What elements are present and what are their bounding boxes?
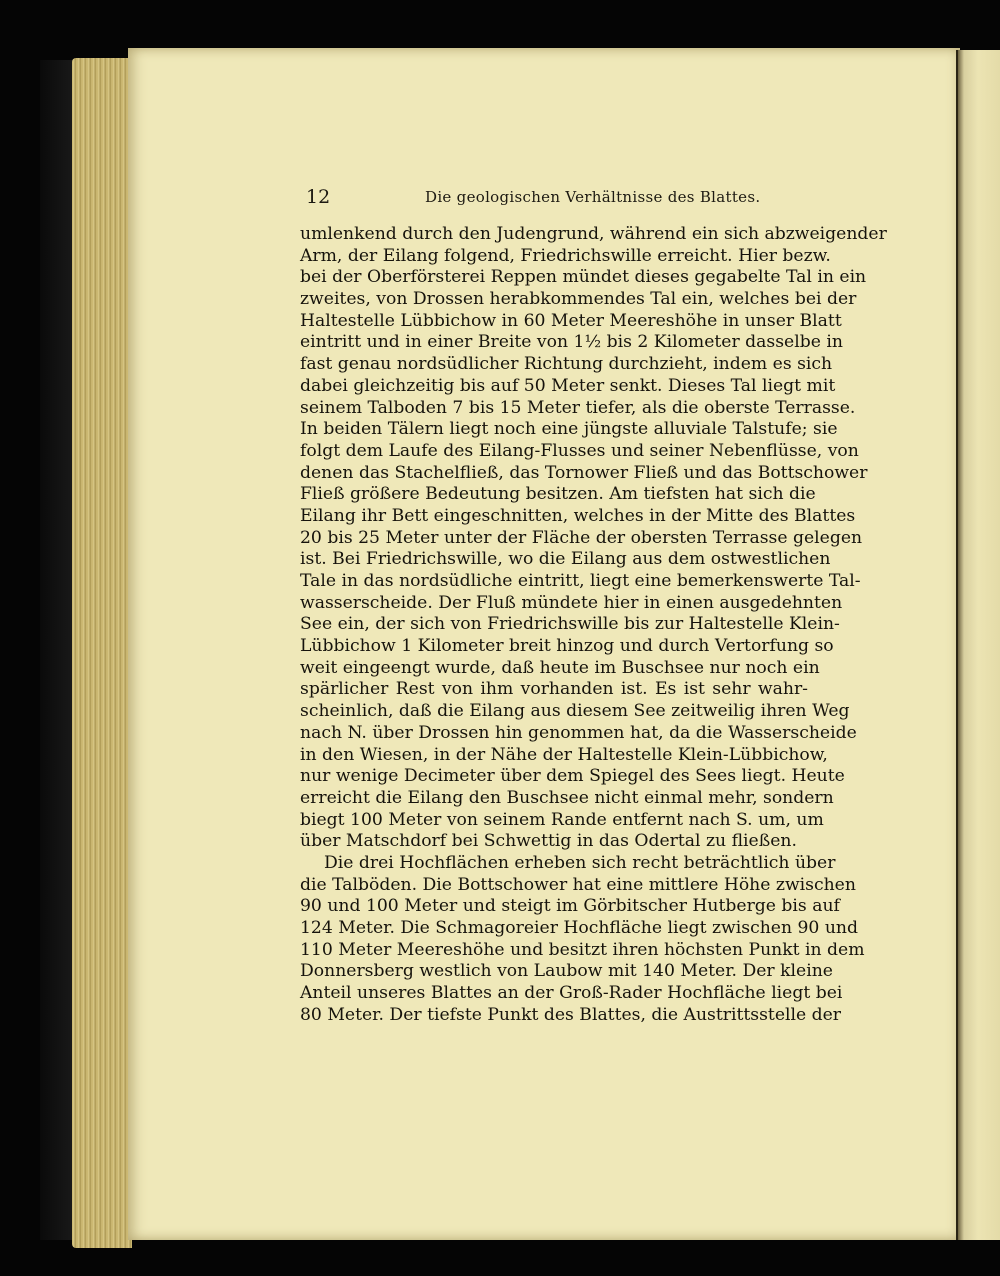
text-line: Donnersberg westlich von Laubow mit 140 Meter. Der kleine <box>300 961 833 982</box>
text-line: Fließ größere Bedeutung besitzen. Am tiefsten hat sich die <box>300 484 816 505</box>
text-line: biegt 100 Meter von seinem Rande entfernt nach S. um, um <box>300 809 824 830</box>
text-line: See ein, der sich von Friedrichswille bis zur Haltestelle Klein- <box>300 614 840 635</box>
page-edges <box>72 58 132 1248</box>
text-line: 124 Meter. Die Schmagoreier Hochfläche liegt zwischen 90 und <box>300 918 858 938</box>
text-line: 110 Meter Meereshöhe und besitzt ihren höchsten Punkt in dem <box>300 939 865 960</box>
text-line: Eilang ihr Bett eingeschnitten, welches in der Mitte des Blattes <box>300 505 856 526</box>
text-line: über Matschdorf bei Schwettig in das Odertal zu fließen. <box>300 831 797 852</box>
text-line: in den Wiesen, in der Nähe der Haltestelle Klein-Lübbichow, <box>300 744 828 765</box>
text-line: weit eingeengt wurde, daß heute im Buschsee nur noch ein <box>300 657 820 678</box>
text-line: zweites, von Drossen herabkommendes Tal ein, welches bei der <box>300 289 857 310</box>
page-header <box>300 186 810 210</box>
text-line: nur wenige Decimeter über dem Spiegel des Sees liegt. Heute <box>300 766 845 787</box>
text-line: Haltestelle Lübbichow in 60 Meter Meereshöhe in unser Blatt <box>300 310 842 331</box>
text-line: umlenkend durch den Judengrund, während ein sich abzweigender <box>300 224 887 244</box>
text-line: Lübbichow 1 Kilometer breit hinzog und durch Vertorfung so <box>300 636 834 657</box>
body-text <box>300 224 887 1026</box>
text-line: ist. Bei Friedrichswille, wo die Eilang aus dem ostwestlichen <box>300 549 831 570</box>
facing-page-edge <box>958 50 1000 1240</box>
text-line: erreicht die Eilang den Buschsee nicht einmal mehr, sondern <box>300 787 834 808</box>
paragraph-start-line: Die drei Hochflächen erheben sich recht beträchtlich über <box>324 852 836 873</box>
text-line: Anteil unseres Blattes an der Groß-Rader Hochfläche liegt bei <box>300 983 843 1004</box>
text-line: scheinlich, daß die Eilang aus diesem See zeitweilig ihren Weg <box>300 701 850 722</box>
text-line: nach N. über Drossen hin genommen hat, da die Wasserscheide <box>300 722 857 743</box>
text-line: 90 und 100 Meter und steigt im Görbitscher Hutberge bis auf <box>300 896 840 917</box>
text-line: wasserscheide. Der Fluß mündete hier in einen ausgedehnten <box>300 592 843 613</box>
text-line: eintritt und in einer Breite von 1½ bis 2 Kilometer dasselbe in <box>300 332 843 353</box>
text-line: 20 bis 25 Meter unter der Fläche der obersten Terrasse gelegen <box>300 527 863 548</box>
text-line: denen das Stachelfließ, das Tornower Fließ und das Bottschower <box>300 462 868 483</box>
text-line: fast genau nordsüdlicher Richtung durchzieht, indem es sich <box>300 354 833 375</box>
page-number: 12 <box>306 186 331 208</box>
text-line: seinem Talboden 7 bis 15 Meter tiefer, als die oberste Terrasse. <box>300 397 856 418</box>
text-line: bei der Oberförsterei Reppen mündet dieses gegabelte Tal in ein <box>300 267 867 288</box>
text-line: die Talböden. Die Bottschower hat eine mittlere Höhe zwischen <box>300 874 856 895</box>
text-line: Arm, der Eilang folgend, Friedrichswille erreicht. Hier bezw. <box>300 245 831 266</box>
running-title: Die geologischen Verhältnisse des Blattes. <box>425 188 761 206</box>
text-line: spärlicher Rest von ihm vorhanden ist. Es ist sehr wahr- <box>300 679 808 700</box>
text-line: 80 Meter. Der tiefste Punkt des Blattes, die Austrittsstelle der <box>300 1004 842 1025</box>
text-line: Tale in das nordsüdliche eintritt, liegt eine bemerkenswerte Tal- <box>300 571 861 591</box>
text-line: In beiden Tälern liegt noch eine jüngste alluviale Talstufe; sie <box>300 419 838 440</box>
text-line: folgt dem Laufe des Eilang-Flusses und seiner Nebenflüsse, von <box>300 440 859 461</box>
text-line: dabei gleichzeitig bis auf 50 Meter senkt. Dieses Tal liegt mit <box>300 375 836 396</box>
